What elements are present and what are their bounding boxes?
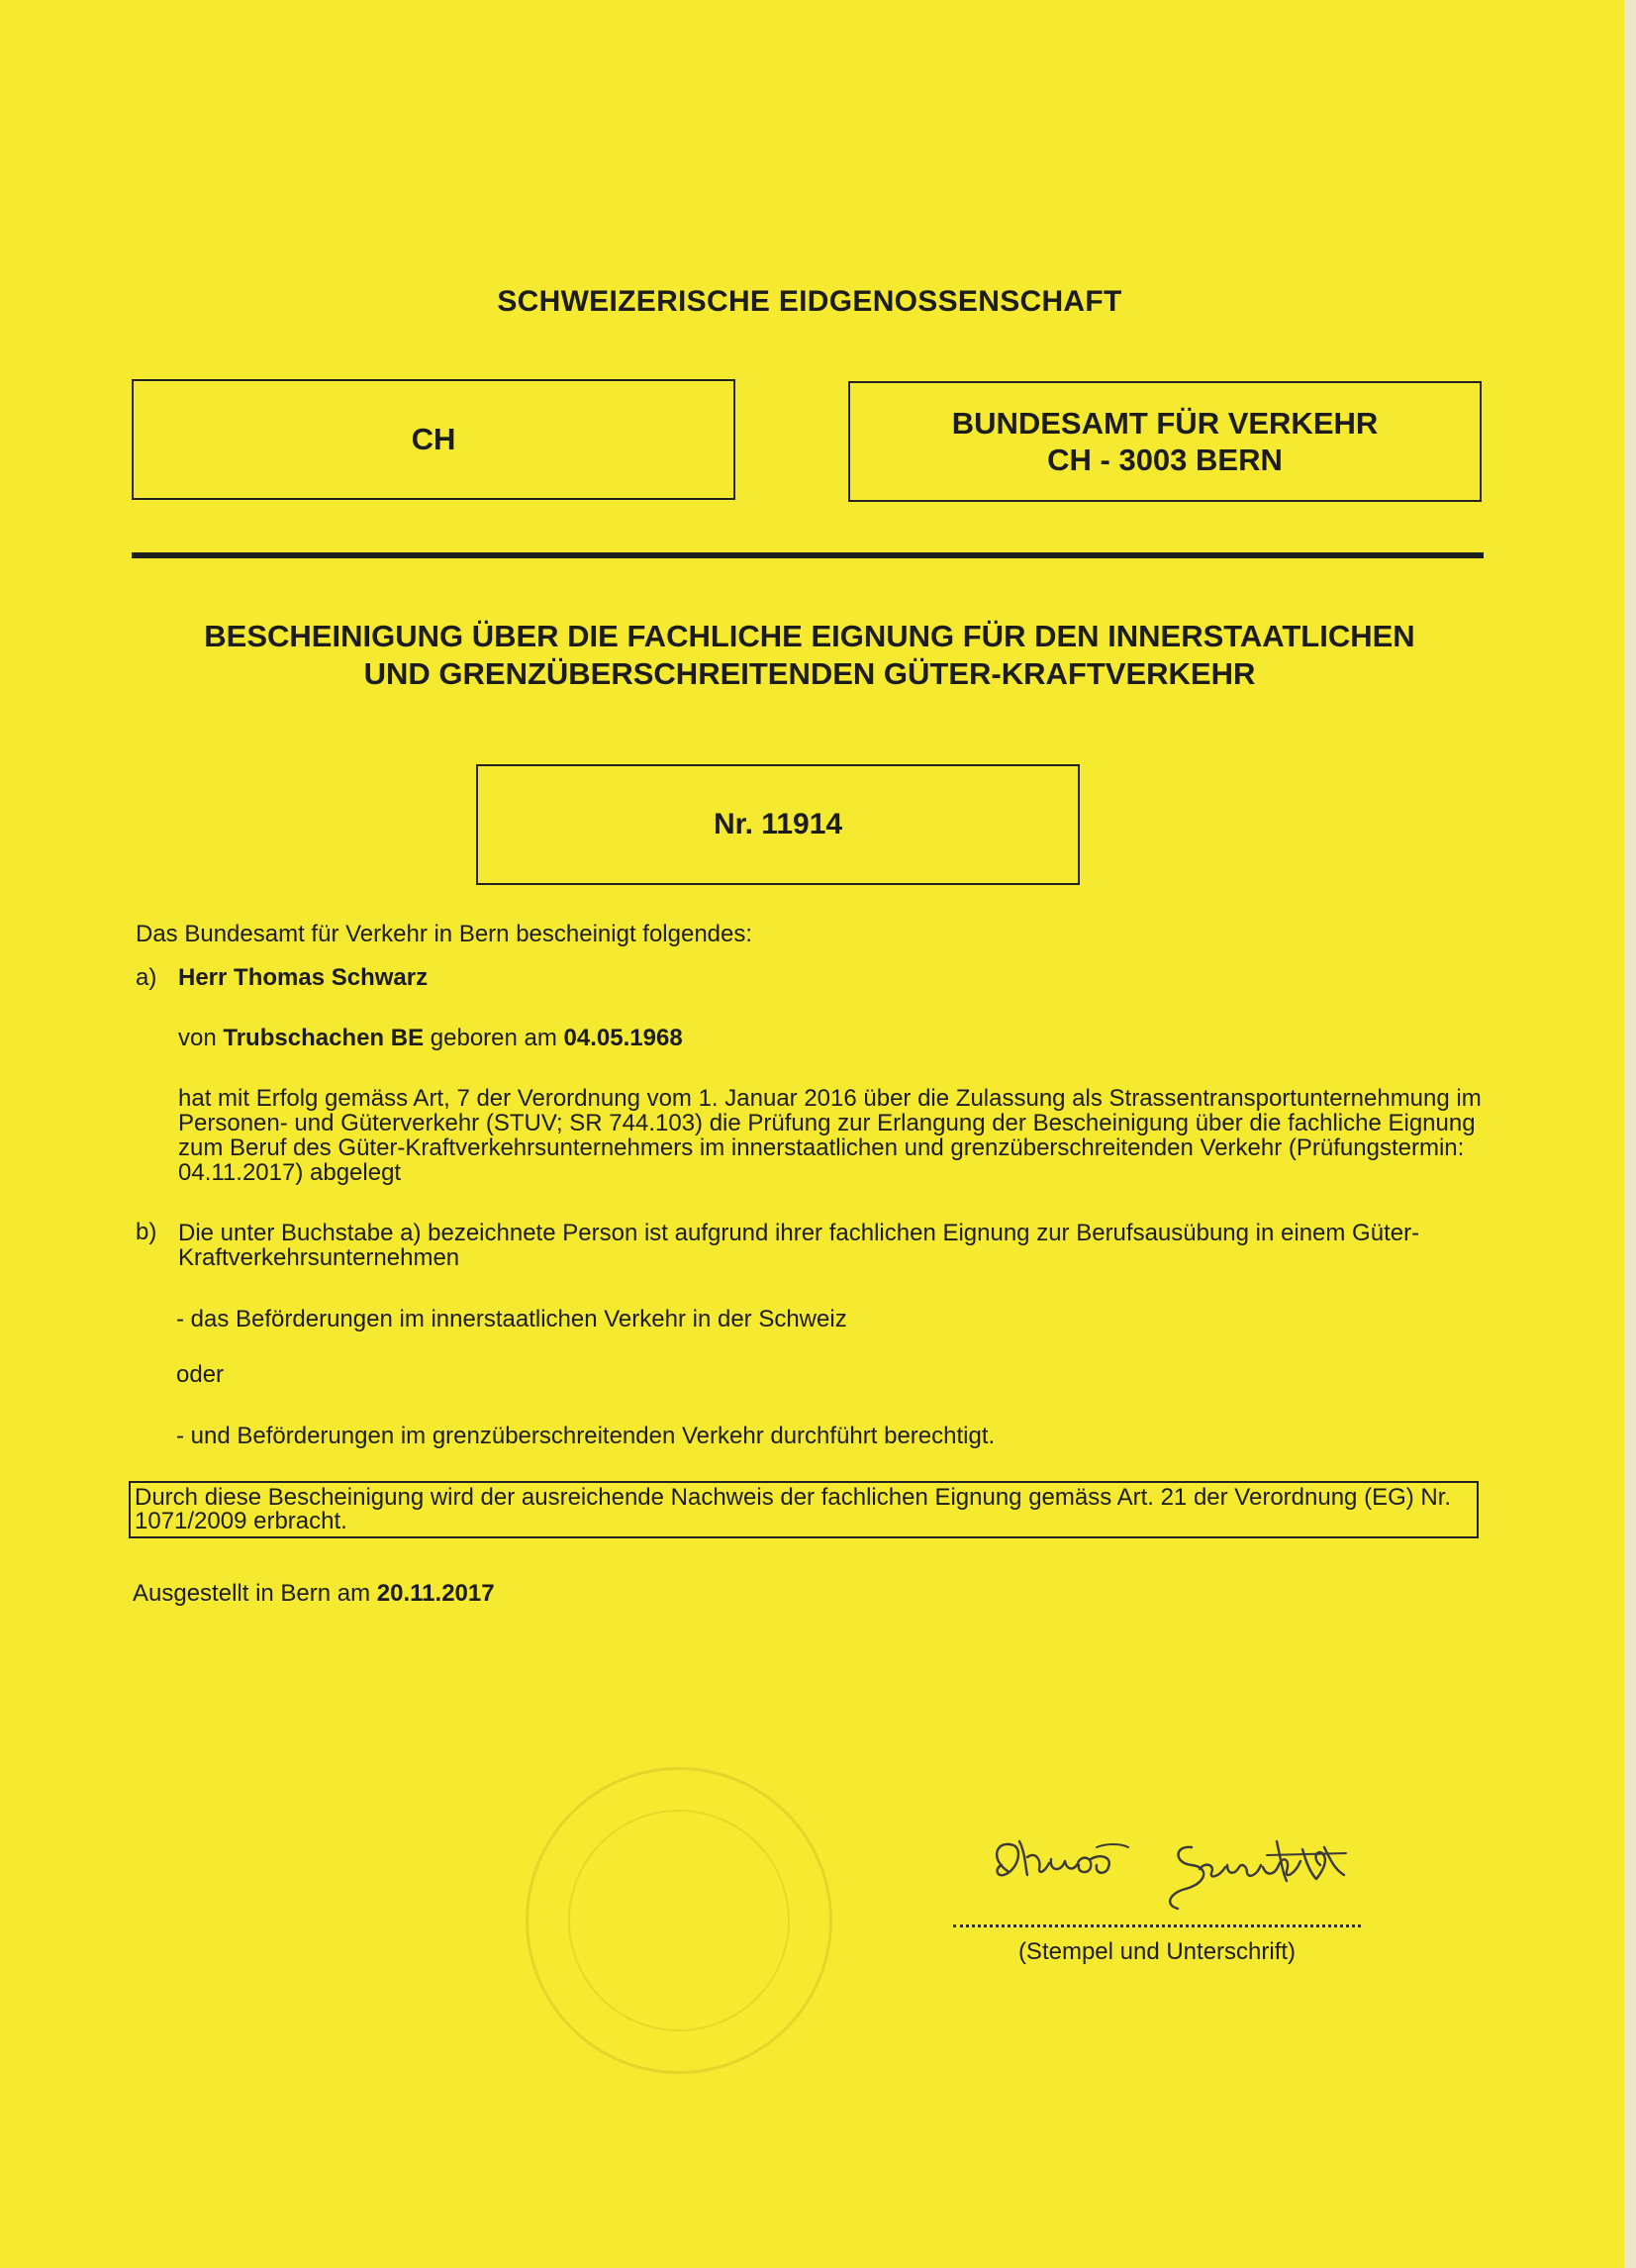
authority-box xyxy=(848,381,1482,502)
issuance-prefix: Ausgestellt in Bern am xyxy=(133,1580,371,1607)
permission-connector: oder xyxy=(176,1361,225,1388)
framed-legal-note: Durch diese Bescheinigung wird der ausreichende Nachweis der fachlichen Eignung gemäss Art. 21 der Verordnung (EG) Nr. 1071/2009 erbracht. xyxy=(129,1481,1479,1538)
header-title: SCHWEIZERISCHE EIDGENOSSENSCHAFT xyxy=(497,285,1122,318)
seal-inner-ring xyxy=(568,1810,790,2031)
certificate-number: Nr. 11914 xyxy=(713,808,843,840)
certificate-title xyxy=(0,618,1619,693)
birth-date: 04.05.1968 xyxy=(563,1025,683,1051)
faint-official-seal xyxy=(526,1767,832,2074)
issuance-date: 20.11.2017 xyxy=(376,1580,495,1607)
permission-option-2: - und Beförderungen im grenzüberschreitenden Verkehr durchführt berechtigt. xyxy=(176,1423,996,1449)
certificate-title-line-2: UND GRENZÜBERSCHREITENDEN GÜTER-KRAFTVERKEHR xyxy=(363,656,1256,691)
permission-option-1: - das Beförderungen im innerstaatlichen Verkehr in der Schweiz xyxy=(176,1306,847,1332)
intro-text: Das Bundesamt für Verkehr in Bern bescheinigt folgendes: xyxy=(136,921,753,947)
section-a-paragraph: hat mit Erfolg gemäss Art, 7 der Verordnung vom 1. Januar 2016 über die Zulassung als Strassentransportunternehmung im Personen- und Güterverkehr (STUV; SR 744.103) die Prüfung zur Erlangung der Bescheinigung über die fachliche Eignung zum Beruf des Güter-Kraftverkehrsunternehmers im innerstaatlichen und grenzüberschreitenden Verkehr (Prüfungstermin: 04.11.2017) abgelegt xyxy=(178,1085,1482,1186)
header-divider xyxy=(132,552,1484,558)
authority-address: CH - 3003 BERN xyxy=(1047,443,1283,477)
authority-name: BUNDESAMT FÜR VERKEHR xyxy=(951,406,1379,441)
signature-line xyxy=(953,1924,1361,1927)
born-prefix: geboren am xyxy=(430,1025,557,1051)
country-code: CH xyxy=(411,422,456,456)
handwritten-signature xyxy=(980,1820,1366,1911)
signature-caption: (Stempel und Unterschrift) xyxy=(1017,1938,1297,1965)
holder-name: Herr Thomas Schwarz xyxy=(178,964,429,991)
origin-place: Trubschachen BE xyxy=(223,1025,425,1051)
section-b-label: b) xyxy=(136,1219,157,1245)
page-edge xyxy=(1624,0,1636,2268)
origin-prefix: von xyxy=(178,1025,217,1051)
certificate-title-line-1: BESCHEINIGUNG ÜBER DIE FACHLICHE EIGNUNG FÜR DEN INNERSTAATLICHEN xyxy=(204,619,1415,653)
country-code-box xyxy=(132,379,735,500)
section-b-paragraph: Die unter Buchstabe a) bezeichnete Person ist aufgrund ihrer fachlichen Eignung zur Berufsausübung in einem Güter-Kraftverkehrsunternehmen xyxy=(178,1220,1420,1271)
certificate-number-box xyxy=(476,764,1080,885)
holder-origin-line xyxy=(178,1026,683,1050)
issuance-line xyxy=(133,1581,495,1606)
section-a-label: a) xyxy=(136,964,157,991)
